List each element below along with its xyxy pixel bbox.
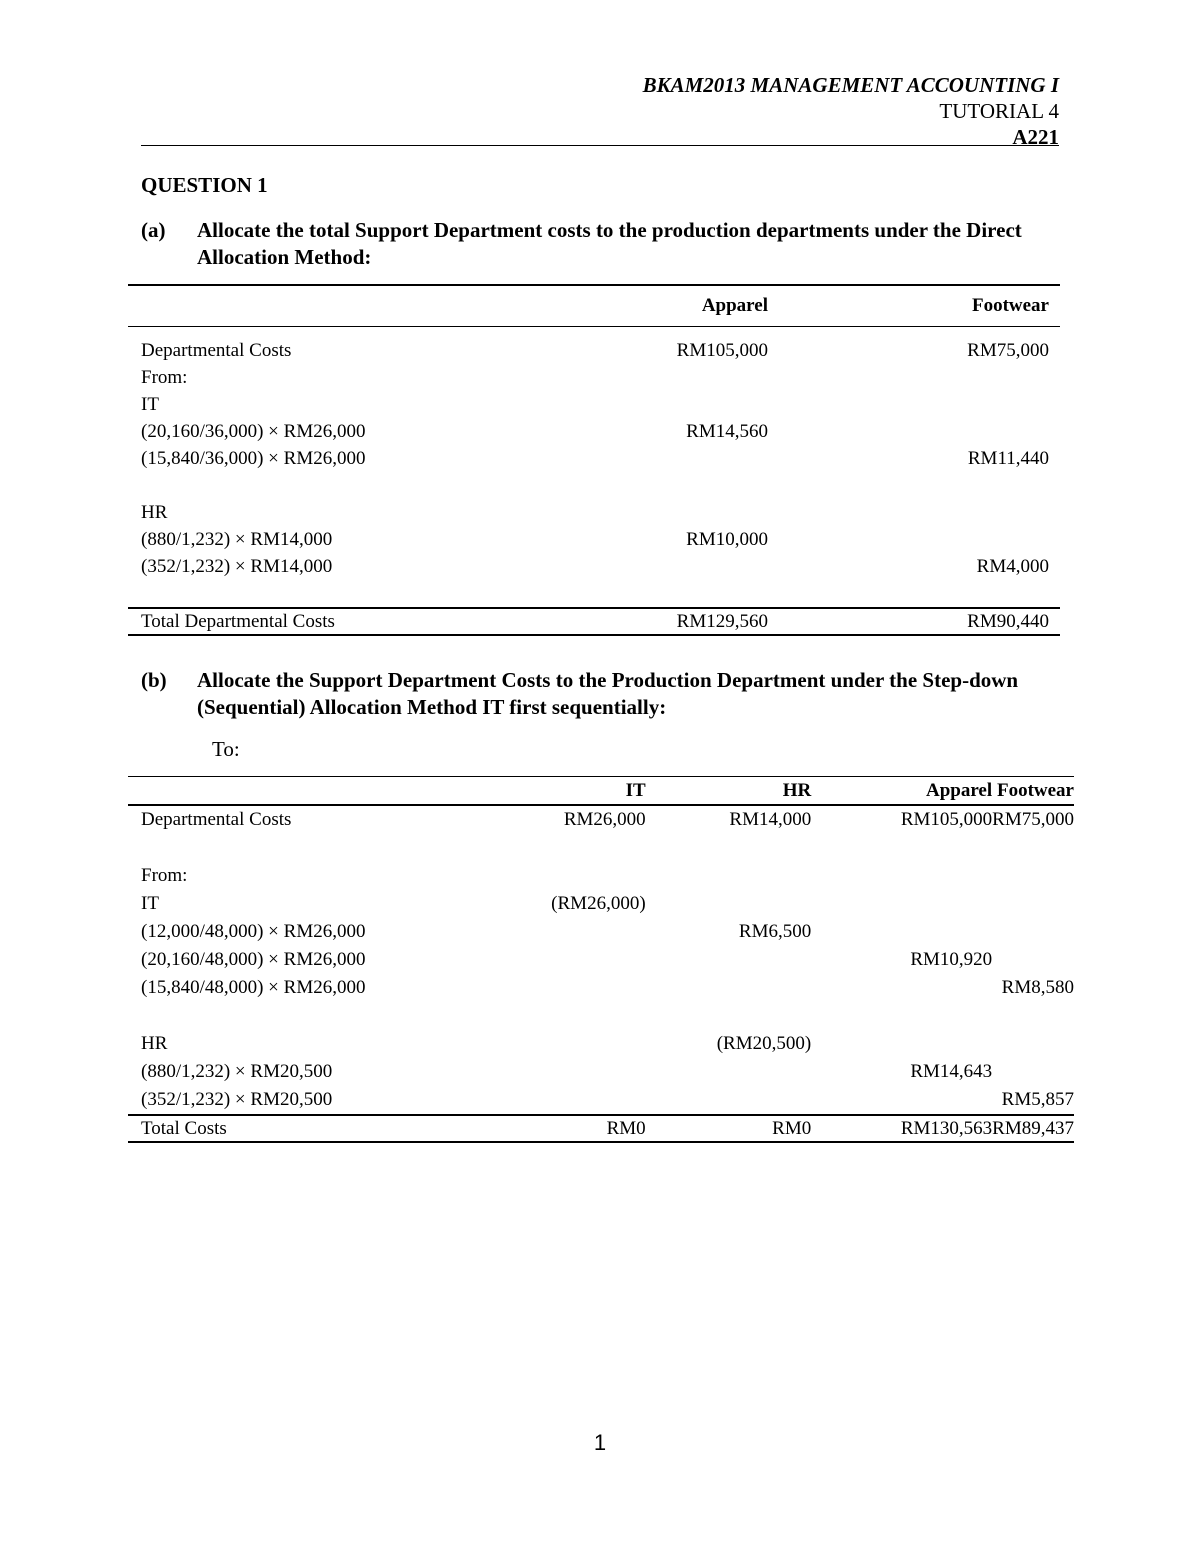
table-header: [128, 285, 648, 327]
table-cell: [768, 526, 1060, 553]
table-cell: IT: [141, 893, 159, 914]
table-cell: RM4,000: [976, 555, 1049, 577]
table-cell: [646, 834, 812, 862]
table-cell: [992, 1058, 1074, 1086]
table-row: [128, 1030, 1074, 1058]
table-row: [128, 946, 1074, 974]
table-cell: RM89,437: [992, 1115, 1074, 1142]
table-cell: [811, 974, 992, 1002]
table-cell: [648, 364, 768, 391]
table-cell: RM11,440: [967, 447, 1049, 469]
table-cell: [992, 890, 1074, 918]
table-cell: Departmental Costs: [141, 809, 292, 830]
table-cell: (880/1,232) × RM14,000: [141, 528, 333, 550]
table-cell: (15,840/48,000) × RM26,000: [141, 977, 366, 998]
table-cell: RM129,560: [648, 608, 768, 635]
table-cell: [768, 580, 1060, 608]
table-cell: [811, 890, 992, 918]
table-header: Apparel: [811, 777, 992, 806]
table-cell: [648, 391, 768, 418]
table-cell: [519, 1002, 646, 1030]
table-cell: Total Departmental Costs: [128, 608, 648, 635]
part-b-label: (b): [141, 668, 167, 692]
table-cell: RM130,563: [811, 1115, 992, 1142]
table-row: [128, 418, 1060, 445]
table-cell: RM6,500: [738, 921, 812, 942]
table-cell: HR: [141, 501, 168, 523]
table-cell: [519, 918, 646, 946]
table-cell: RM5,857: [1001, 1089, 1074, 1110]
table-cell: [811, 1002, 992, 1030]
table-cell: [648, 445, 768, 472]
table-row: [128, 364, 1060, 391]
table-cell: [768, 418, 1060, 445]
table-row: [128, 526, 1060, 553]
table-cell: RM14,000: [729, 809, 812, 830]
table-cell: (20,160/48,000) × RM26,000: [141, 949, 366, 970]
table-row: [128, 834, 1074, 862]
table-cell: RM105,000: [900, 809, 993, 830]
table-row: [128, 890, 1074, 918]
semester-code: A221: [1012, 125, 1059, 149]
table-cell: RM105,000: [676, 339, 768, 361]
table-cell: [646, 862, 812, 890]
table-cell: [992, 862, 1074, 890]
table-cell: (352/1,232) × RM20,500: [141, 1089, 333, 1110]
table-row: [128, 580, 1060, 608]
table-cell: RM14,560: [686, 420, 768, 442]
to-label: To:: [212, 737, 240, 761]
table-header: Footwear: [992, 777, 1074, 806]
table-cell: [128, 1002, 519, 1030]
table-cell: [519, 862, 646, 890]
table-cell: From:: [141, 366, 188, 388]
table-cell: (352/1,232) × RM14,000: [141, 555, 333, 577]
course-title: BKAM2013 MANAGEMENT ACCOUNTING I: [642, 73, 1059, 97]
table-cell: HR: [141, 1033, 168, 1054]
total-row: [128, 608, 1060, 635]
table-cell: [519, 974, 646, 1002]
table-row: [128, 499, 1060, 526]
table-cell: RM0: [646, 1115, 812, 1142]
table-row: [128, 553, 1060, 580]
table-cell: [646, 974, 812, 1002]
table-cell: [992, 1030, 1074, 1058]
table-row: [128, 1086, 1074, 1115]
table-cell: [519, 1030, 646, 1058]
table-cell: [768, 499, 1060, 526]
table-cell: [648, 472, 768, 499]
table-header-row: [128, 285, 1060, 327]
table-cell: [811, 1086, 992, 1115]
table-cell: RM10,920: [910, 949, 993, 970]
table-row: [128, 1002, 1074, 1030]
table-cell: [768, 472, 1060, 499]
table-cell: [646, 1058, 812, 1086]
table-cell: [811, 834, 992, 862]
table-cell: RM90,440: [768, 608, 1060, 635]
step-down-allocation-table: [128, 776, 1074, 1143]
part-b-text: Allocate the Support Department Costs to the Production Department under the Step-down (Sequential) Allocation Method IT first sequentially:: [197, 668, 1019, 719]
table-cell: [519, 1058, 646, 1086]
table-cell: (15,840/36,000) × RM26,000: [141, 447, 366, 469]
table-cell: RM8,580: [1001, 977, 1074, 998]
table-cell: [811, 1030, 992, 1058]
table-row: [128, 337, 1060, 364]
table-cell: [519, 834, 646, 862]
direct-allocation-table: [128, 284, 1060, 636]
table-header: HR: [646, 777, 812, 806]
table-cell: From:: [141, 865, 188, 886]
table-cell: [768, 364, 1060, 391]
table-cell: RM14,643: [910, 1061, 993, 1082]
table-cell: [992, 1002, 1074, 1030]
table-header-row: [128, 777, 1074, 806]
table-cell: [646, 1002, 812, 1030]
table-cell: (880/1,232) × RM20,500: [141, 1061, 333, 1082]
part-a-label: (a): [141, 218, 166, 242]
table-cell: [646, 1086, 812, 1115]
table-cell: [811, 862, 992, 890]
table-cell: [992, 946, 1074, 974]
table-cell: RM75,000: [992, 809, 1074, 830]
table-header: IT: [519, 777, 646, 806]
table-row: [128, 1058, 1074, 1086]
table-cell: [128, 580, 648, 608]
table-row: [128, 918, 1074, 946]
table-cell: IT: [141, 393, 159, 415]
table-row: [128, 472, 1060, 499]
table-row: [128, 974, 1074, 1002]
table-header: Footwear: [768, 285, 1060, 327]
table-cell: (RM26,000): [551, 893, 646, 914]
table-row: [128, 805, 1074, 834]
table-row: [128, 391, 1060, 418]
table-cell: (20,160/36,000) × RM26,000: [141, 420, 366, 442]
table-cell: Departmental Costs: [141, 339, 292, 361]
table-cell: [992, 918, 1074, 946]
table-cell: [128, 834, 519, 862]
table-cell: [992, 834, 1074, 862]
table-cell: [648, 499, 768, 526]
tutorial-label: TUTORIAL 4: [939, 99, 1059, 123]
table-cell: RM10,000: [686, 528, 768, 550]
page-number: 1: [593, 1430, 607, 1455]
table-cell: Total Costs: [128, 1115, 519, 1142]
table-cell: (RM20,500): [716, 1033, 812, 1054]
table-cell: RM26,000: [563, 809, 646, 830]
table-cell: [646, 890, 812, 918]
header-divider: [141, 145, 1059, 146]
table-header: [128, 777, 519, 806]
total-row: [128, 1115, 1074, 1142]
table-cell: [519, 946, 646, 974]
table-cell: RM75,000: [967, 339, 1049, 361]
table-cell: [648, 553, 768, 580]
part-a-text: Allocate the total Support Department costs to the production departments under the Direct Allocation Method:: [197, 218, 1022, 269]
table-cell: [646, 946, 812, 974]
table-header: Apparel: [648, 285, 768, 327]
table-row: [128, 862, 1074, 890]
table-cell: [128, 472, 648, 499]
table-cell: [648, 580, 768, 608]
question-title: QUESTION 1: [141, 173, 268, 197]
table-cell: RM0: [519, 1115, 646, 1142]
table-cell: [811, 918, 992, 946]
table-row: [128, 445, 1060, 472]
table-cell: [519, 1086, 646, 1115]
table-cell: (12,000/48,000) × RM26,000: [141, 921, 366, 942]
table-cell: [768, 391, 1060, 418]
